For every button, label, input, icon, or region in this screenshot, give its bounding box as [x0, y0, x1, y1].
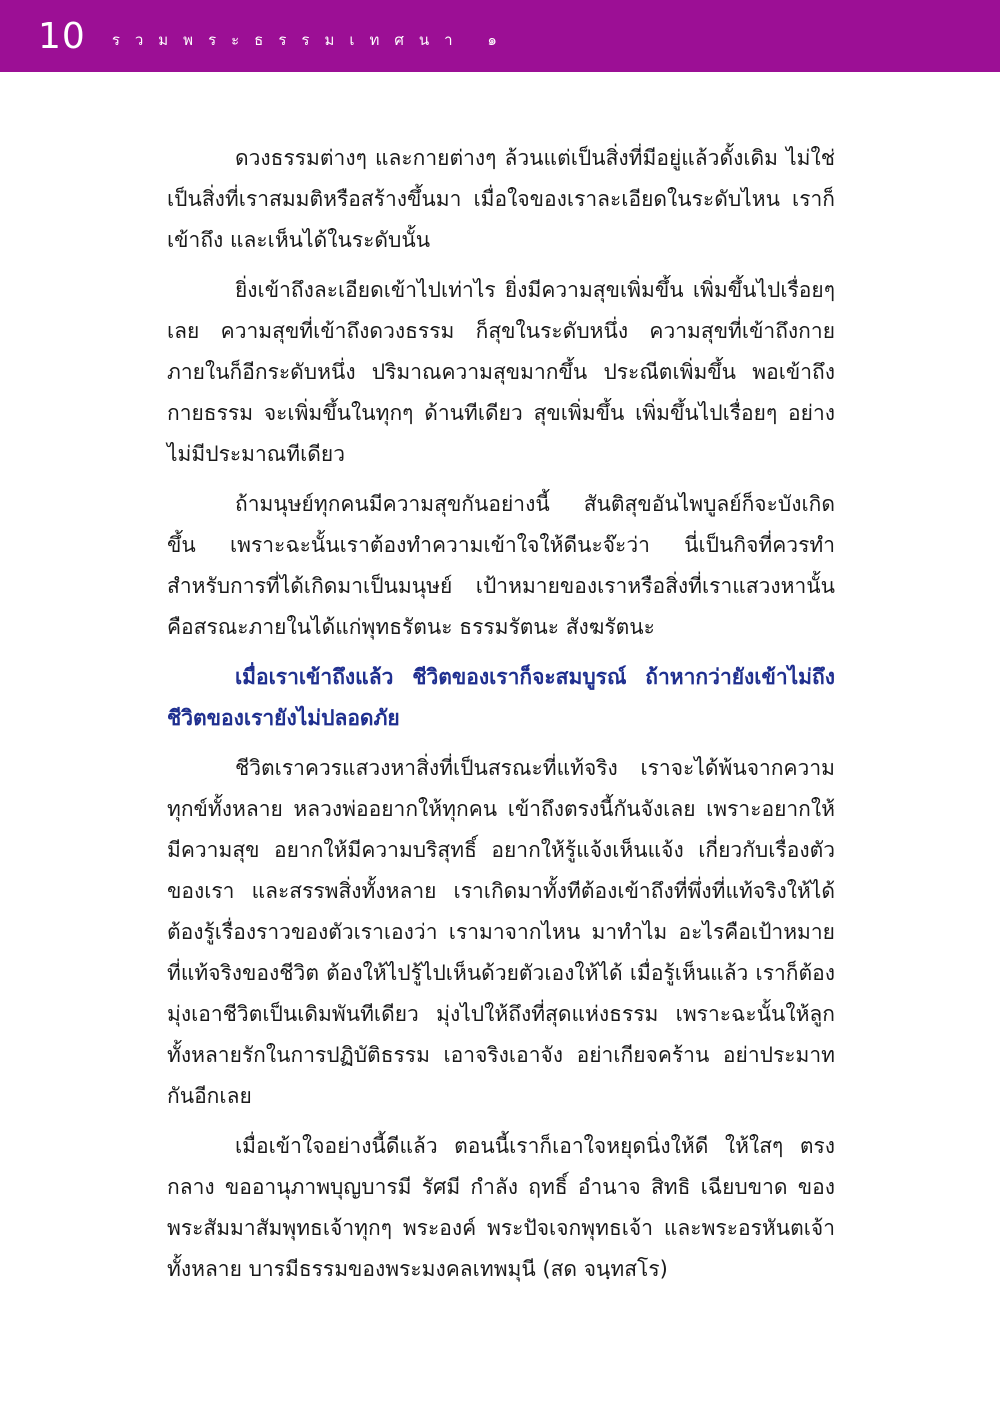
page-header: [0, 0, 1000, 72]
paragraph: ถ้ามนุษย์ทุกคนมีความสุขกันอย่างนี้ สันติสุขอันไพบูลย์ก็จะบังเกิดขึ้น เพราะฉะนั้นเราต้องทำความเข้าใจให้ดีนะจ๊ะว่า นี่เป็นกิจที่ควรทำ สำหรับการที่ได้เกิดมาเป็นมนุษย์ เป้าหมายของเราหรือสิ่งที่เราแสวงหานั้น คือสรณะภายในได้แก่พุทธรัตนะ ธรรมรัตนะ สังฆรัตนะ: [167, 492, 835, 639]
paragraph: ดวงธรรมต่างๆ และกายต่างๆ ล้วนแต่เป็นสิ่งที่มีอยู่แล้วดั้งเดิม ไม่ใช่เป็นสิ่งที่เราสมมติหรือสร้างขึ้นมา เมื่อใจของเราละเอียดในระดับไหน เราก็เข้าถึง และเห็นได้ในระดับนั้น: [167, 146, 835, 252]
page-number: 10: [38, 15, 86, 57]
book-title: รวมพระธรรมเทศนา ๑: [111, 31, 512, 49]
paragraph: ยิ่งเข้าถึงละเอียดเข้าไปเท่าไร ยิ่งมีความสุขเพิ่มขึ้น เพิ่มขึ้นไปเรื่อยๆ เลย ความสุขที่เข้าถึงดวงธรรม ก็สุขในระดับหนึ่ง ความสุขที่เข้าถึงกายภายในก็อีกระดับหนึ่ง ปริมาณความสุขมากขึ้น ประณีตเพิ่มขึ้น พอเข้าถึงกายธรรม จะเพิ่มขึ้นในทุกๆ ด้านทีเดียว สุขเพิ่มขึ้น เพิ่มขึ้นไปเรื่อยๆ อย่างไม่มีประมาณทีเดียว: [167, 278, 835, 466]
body-text: [167, 138, 835, 1299]
paragraph: เมื่อเข้าใจอย่างนี้ดีแล้ว ตอนนี้เราก็เอาใจหยุดนิ่งให้ดี ให้ใสๆ ตรงกลาง ขออานุภาพบุญบารมี รัศมี กำลัง ฤทธิ์ อำนาจ สิทธิ เฉียบขาด ของพระสัมมาสัมพุทธเจ้าทุกๆ พระองค์ พระปัจเจกพุทธเจ้า และพระอรหันตเจ้าทั้งหลาย บารมีธรรมของพระมงคลเทพมุนี (สด จนฺทสโร): [167, 1134, 835, 1281]
highlighted-quote: เมื่อเราเข้าถึงแล้ว ชีวิตของเราก็จะสมบูรณ์ ถ้าหากว่ายังเข้าไม่ถึง ชีวิตของเรายังไม่ปลอดภัย: [167, 665, 835, 730]
paragraph: ชีวิตเราควรแสวงหาสิ่งที่เป็นสรณะที่แท้จริง เราจะได้พ้นจากความทุกข์ทั้งหลาย หลวงพ่ออยากให้ทุกคน เข้าถึงตรงนี้กันจังเลย เพราะอยากให้มีความสุข อยากให้มีความบริสุทธิ์ อยากให้รู้แจ้งเห็นแจ้ง เกี่ยวกับเรื่องตัวของเรา และสรรพสิ่งทั้งหลาย เราเกิดมาทั้งทีต้องเข้าถึงที่พึ่งที่แท้จริงให้ได้ ต้องรู้เรื่องราวของตัวเราเองว่า เรามาจากไหน มาทำไม อะไรคือเป้าหมายที่แท้จริงของชีวิต ต้องให้ไปรู้ไปเห็นด้วยตัวเองให้ได้ เมื่อรู้เห็นแล้ว เราก็ต้องมุ่งเอาชีวิตเป็นเดิมพันทีเดียว มุ่งไปให้ถึงที่สุดแห่งธรรม เพราะฉะนั้นให้ลูกทั้งหลายรักในการปฏิบัติธรรม เอาจริงเอาจัง อย่าเกียจคร้าน อย่าประมาทกันอีกเลย: [167, 756, 835, 1108]
